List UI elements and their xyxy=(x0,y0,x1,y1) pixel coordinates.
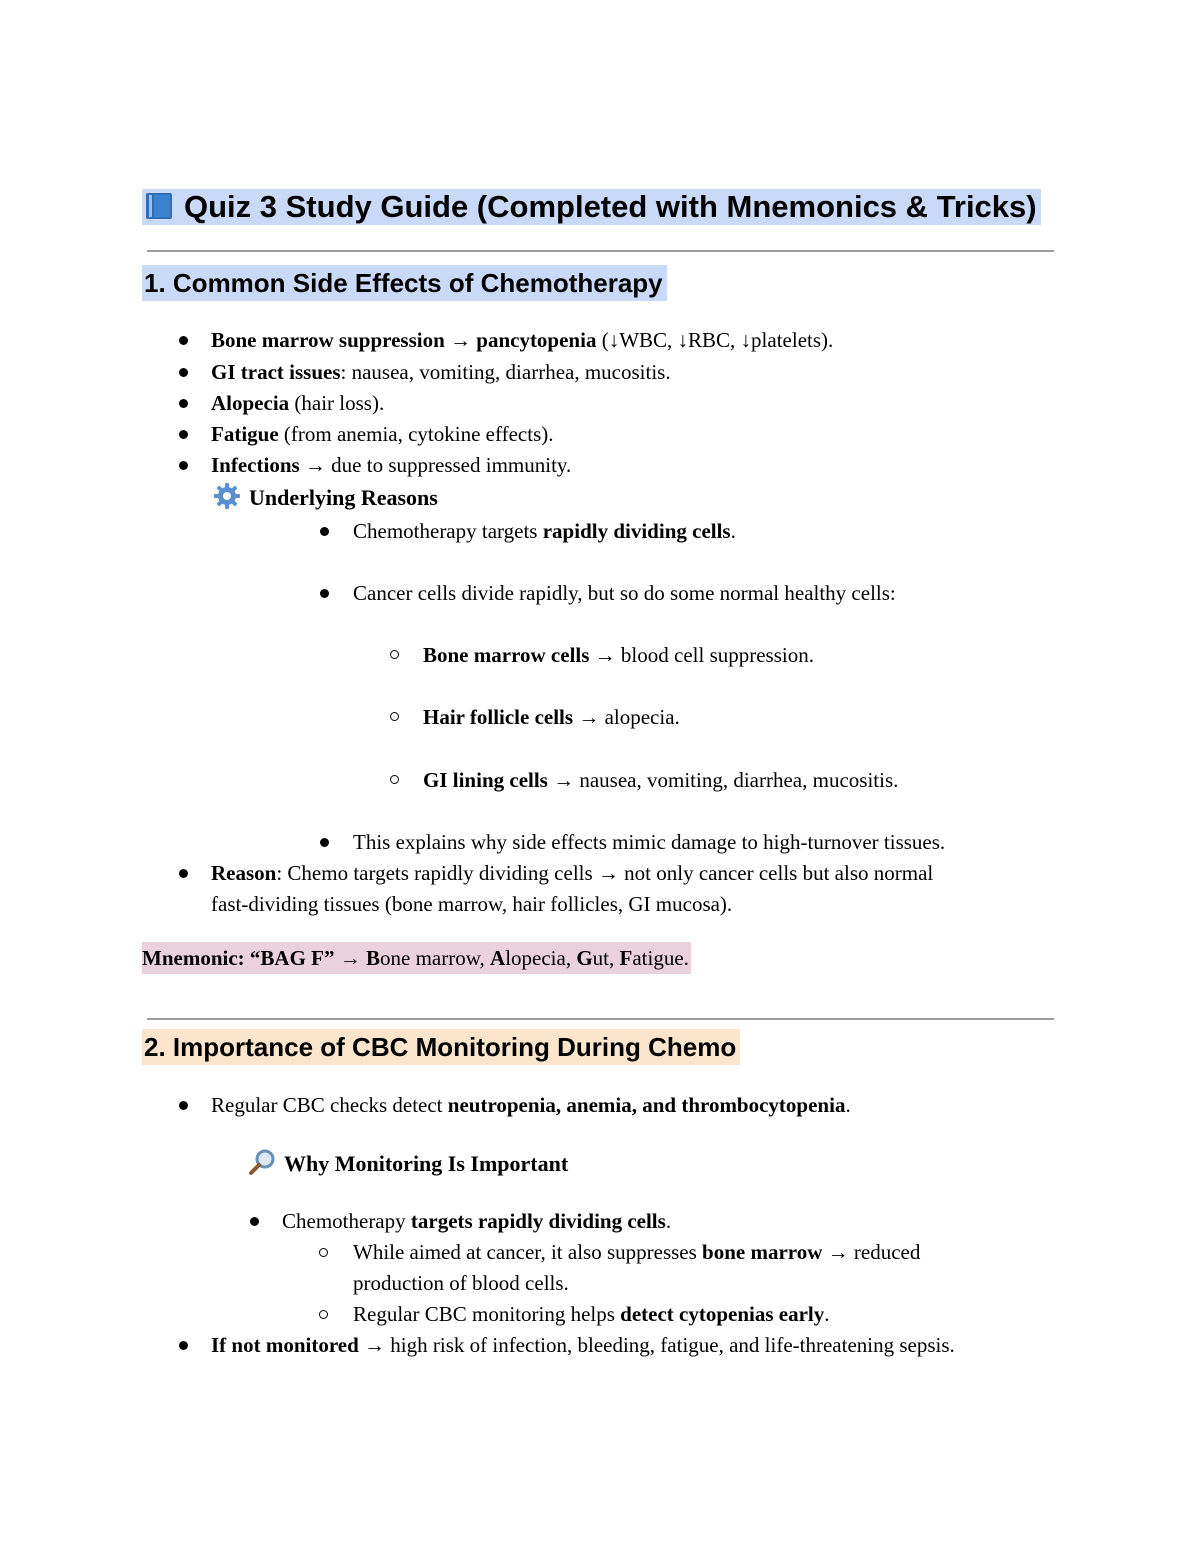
magnifying-glass-icon xyxy=(248,1148,276,1176)
list-item: GI tract issues: nausea, vomiting, diarrhea, mucositis. xyxy=(211,360,671,384)
mnemonic-highlight: Mnemonic: “BAG F” → Bone marrow, Alopecia, Gut, Fatigue. xyxy=(142,942,691,974)
sub-list-item: Regular CBC monitoring helps detect cytopenias early. xyxy=(353,1302,830,1326)
sub-list-item: Bone marrow cells → blood cell suppression. xyxy=(423,643,814,667)
bullet-icon xyxy=(179,869,188,878)
why-monitoring-heading: Why Monitoring Is Important xyxy=(248,1148,568,1180)
divider xyxy=(147,250,1054,252)
bullet-icon xyxy=(179,430,188,439)
underlying-reasons-heading: Underlying Reasons xyxy=(213,482,438,514)
list-item: Fatigue (from anemia, cytokine effects). xyxy=(211,422,554,446)
list-item: Cancer cells divide rapidly, but so do some normal healthy cells: xyxy=(353,581,896,605)
bullet-icon xyxy=(179,399,188,408)
list-item: If not monitored → high risk of infection, bleeding, fatigue, and life-threatening sepsis. xyxy=(211,1333,955,1357)
list-item: Infections → due to suppressed immunity. xyxy=(211,453,572,477)
gear-icon xyxy=(213,482,241,510)
bullet-icon xyxy=(179,368,188,377)
list-item: Alopecia (hair loss). xyxy=(211,391,385,415)
reason-line-1: Reason: Chemo targets rapidly dividing cells → not only cancer cells but also normal xyxy=(211,861,934,885)
section-2-heading: 2. Importance of CBC Monitoring During Chemo xyxy=(142,1029,740,1065)
bullet-icon xyxy=(179,1341,188,1350)
list-item: Chemotherapy targets rapidly dividing cells. xyxy=(282,1209,672,1233)
sub-bullet-icon xyxy=(319,1248,328,1257)
divider xyxy=(147,1018,1054,1020)
section-1-heading: 1. Common Side Effects of Chemotherapy xyxy=(142,265,667,301)
bullet-icon xyxy=(179,461,188,470)
sub-bullet-icon xyxy=(319,1310,328,1319)
reason-line-2: fast-dividing tissues (bone marrow, hair follicles, GI mucosa). xyxy=(211,892,733,916)
sub-bullet-icon xyxy=(390,712,399,721)
list-item: This explains why side effects mimic damage to high-turnover tissues. xyxy=(353,830,946,854)
bullet-icon xyxy=(250,1217,259,1226)
bullet-icon xyxy=(320,838,329,847)
bullet-icon xyxy=(179,1101,188,1110)
sub-list-item: GI lining cells → nausea, vomiting, diarrhea, mucositis. xyxy=(423,768,899,792)
sub-list-item-continued: production of blood cells. xyxy=(353,1271,569,1295)
bullet-icon xyxy=(320,527,329,536)
bullet-icon xyxy=(179,336,188,345)
blue-book-icon xyxy=(144,191,174,221)
sub-bullet-icon xyxy=(390,650,399,659)
list-item: Chemotherapy targets rapidly dividing cells. xyxy=(353,519,736,543)
sub-bullet-icon xyxy=(390,775,399,784)
title-text: Quiz 3 Study Guide (Completed with Mnemonics & Tricks) xyxy=(184,189,1037,224)
sub-list-item: While aimed at cancer, it also suppresses bone marrow → reduced xyxy=(353,1240,921,1264)
list-item: Regular CBC checks detect neutropenia, anemia, and thrombocytopenia. xyxy=(211,1093,851,1117)
sub-list-item: Hair follicle cells → alopecia. xyxy=(423,705,680,729)
list-item: Bone marrow suppression → pancytopenia (↓WBC, ↓RBC, ↓platelets). xyxy=(211,328,834,352)
page-title xyxy=(142,189,1041,225)
bullet-icon xyxy=(320,589,329,598)
